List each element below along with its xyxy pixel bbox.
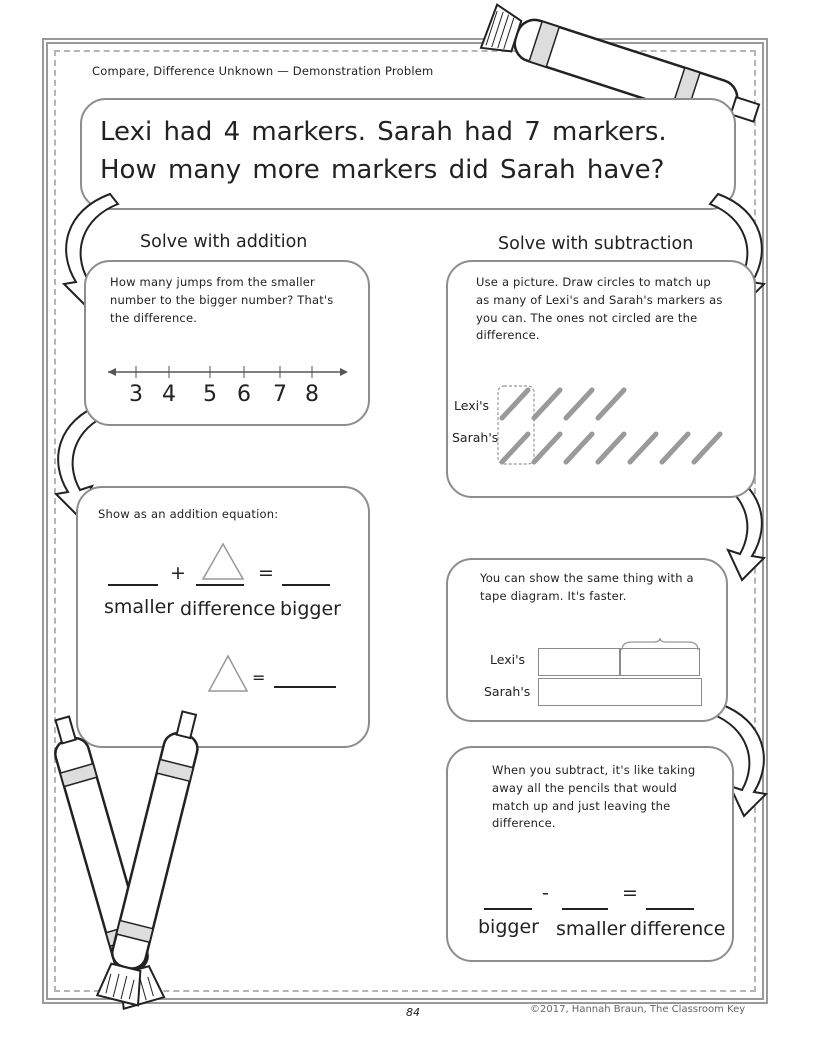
minus-sign: -	[542, 882, 549, 904]
tape-lexi-label: Lexi's	[490, 652, 526, 667]
equals-sign: =	[622, 882, 638, 904]
picture-prompt: Use a picture. Draw circles to match up as many of Lexi's and Sarah's markers as you can. The ones not circled are the difference.	[476, 275, 723, 343]
sarah-marker-stroke	[598, 434, 624, 462]
plus-sign: +	[170, 562, 186, 584]
triangle-answer-blank	[274, 686, 336, 688]
numberline-label: 4	[162, 382, 176, 407]
triangle-icon	[206, 654, 250, 694]
tape-lexi-bar	[538, 648, 620, 676]
sarah-marker-stroke	[662, 434, 688, 462]
difference-label: difference	[180, 598, 276, 620]
tape-prompt: You can show the same thing with a tape diagram. It's faster.	[480, 571, 694, 603]
difference-label: difference	[630, 918, 726, 940]
sarah-marker-stroke	[630, 434, 656, 462]
page-subtitle: Compare, Difference Unknown — Demonstration Problem	[92, 64, 434, 78]
bigger-label: bigger	[478, 916, 539, 938]
bigger-blank	[282, 584, 330, 586]
numberline-label: 5	[203, 382, 217, 407]
sarah-marker-stroke	[534, 434, 560, 462]
addition-title: Solve with addition	[140, 232, 308, 252]
addition-equation-prompt: Show as an addition equation:	[98, 507, 279, 521]
lexi-marker-stroke	[566, 390, 592, 418]
smaller-blank	[562, 908, 608, 910]
brace-icon	[620, 638, 700, 652]
tape-difference-bar	[620, 648, 700, 676]
sarah-marker-stroke	[502, 434, 528, 462]
tape-sarah-label: Sarah's	[484, 684, 531, 699]
numberline-label: 6	[237, 382, 251, 407]
copyright: ©2017, Hannah Braun, The Classroom Key	[530, 1004, 746, 1015]
lexi-marker-stroke	[534, 390, 560, 418]
numberline-label: 8	[305, 382, 319, 407]
lexi-marker-stroke	[502, 390, 528, 418]
smaller-blank	[108, 584, 158, 586]
sarah-marker-stroke	[566, 434, 592, 462]
marker-strokes	[496, 388, 736, 468]
page-number: 84	[406, 1006, 420, 1019]
difference-blank	[646, 908, 694, 910]
tape-sarah-bar	[538, 678, 702, 706]
subtract-prompt: When you subtract, it's like taking away all the pencils that would match up and just leaving the difference.	[492, 763, 696, 831]
crossed-markers-illustration	[54, 696, 204, 1008]
number-line	[104, 362, 352, 382]
difference-blank	[196, 584, 244, 586]
equals-sign: =	[258, 562, 274, 584]
numberline-prompt: How many jumps from the smaller number to the bigger number? That's the difference.	[110, 275, 334, 325]
lexi-marker-stroke	[598, 390, 624, 418]
triangle-icon	[200, 542, 246, 582]
problem-text: Lexi had 4 markers. Sarah had 7 markers. How many more markers did Sarah have?	[100, 117, 667, 185]
lexi-row-label: Lexi's	[454, 398, 490, 413]
sarah-marker-stroke	[694, 434, 720, 462]
subtraction-title: Solve with subtraction	[498, 234, 694, 254]
numberline-label: 3	[129, 382, 143, 407]
bigger-blank	[484, 908, 532, 910]
bigger-label: bigger	[280, 598, 341, 620]
sarah-row-label: Sarah's	[452, 430, 499, 445]
triangle-equals-sign: =	[252, 668, 266, 687]
smaller-label: smaller	[104, 596, 175, 618]
smaller-label: smaller	[556, 918, 627, 940]
numberline-label: 7	[273, 382, 287, 407]
